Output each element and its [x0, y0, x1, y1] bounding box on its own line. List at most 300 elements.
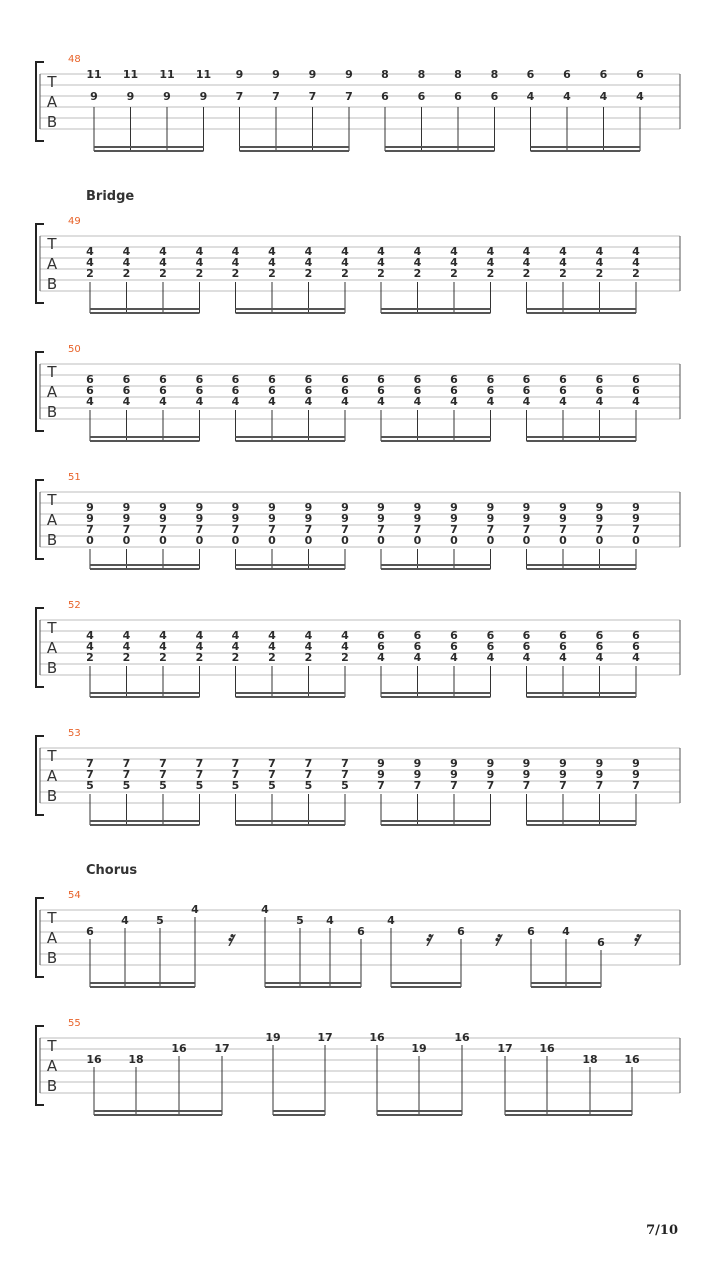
sixteenth-rest-icon: 𝄿: [424, 926, 432, 950]
fret-number: 7: [304, 768, 313, 781]
fret-number: 7: [486, 779, 495, 792]
fret-number: 7: [268, 757, 276, 770]
fret-number: 4: [563, 90, 571, 103]
section-title: Bridge: [86, 189, 135, 204]
tab-clef-letter: T: [47, 909, 57, 927]
fret-number: 6: [122, 373, 131, 386]
fret-number: 2: [486, 267, 495, 280]
fret-number: 4: [486, 651, 495, 664]
fret-number: 6: [122, 384, 131, 397]
fret-number: 4: [632, 395, 640, 408]
fret-number: 6: [632, 629, 640, 642]
fret-number: 9: [450, 768, 458, 781]
tab-system-49: [36, 189, 680, 313]
fret-number: 6: [522, 629, 531, 642]
fret-number: 0: [486, 534, 495, 547]
tab-clef-letter: A: [46, 255, 58, 273]
fret-number: 7: [304, 523, 313, 536]
tab-systems: [36, 54, 680, 1115]
fret-number: 9: [199, 90, 208, 103]
fret-number: 2: [413, 267, 422, 280]
fret-number: 7: [86, 768, 94, 781]
fret-number: 6: [268, 373, 276, 386]
fret-number: 2: [522, 267, 531, 280]
fret-number: 6: [595, 384, 604, 397]
fret-number: 0: [159, 534, 167, 547]
fret-number: 4: [486, 245, 495, 258]
fret-number: 4: [595, 651, 604, 664]
fret-number: 9: [231, 512, 240, 525]
fret-number: 7: [450, 523, 458, 536]
fret-number: 6: [304, 384, 313, 397]
fret-number: 7: [86, 757, 94, 770]
fret-number: 2: [268, 267, 276, 280]
fret-number: 2: [159, 651, 167, 664]
tab-system-53: [36, 728, 680, 825]
fret-number: 5: [304, 779, 313, 792]
tab-clef-letter: B: [46, 403, 58, 421]
fret-number: 6: [595, 373, 604, 386]
fret-number: 7: [522, 779, 531, 792]
fret-number: 4: [486, 395, 495, 408]
tab-clef-letter: A: [46, 1057, 58, 1075]
fret-number: 9: [377, 512, 385, 525]
fret-number: 9: [345, 68, 353, 81]
fret-number: 4: [632, 245, 640, 258]
fret-number: 5: [195, 779, 204, 792]
fret-number: 6: [595, 640, 604, 653]
fret-number: 9: [235, 68, 244, 81]
fret-number: 7: [413, 779, 422, 792]
fret-number: 6: [304, 373, 313, 386]
fret-number: 9: [559, 512, 567, 525]
measure-number: 49: [68, 216, 81, 227]
fret-number: 7: [231, 768, 240, 781]
fret-number: 4: [268, 629, 276, 642]
fret-number: 9: [522, 768, 531, 781]
fret-number: 16: [624, 1053, 640, 1066]
fret-number: 0: [304, 534, 313, 547]
fret-number: 4: [632, 651, 640, 664]
fret-number: 0: [377, 534, 385, 547]
fret-number: 6: [486, 373, 495, 386]
fret-number: 9: [413, 501, 422, 514]
fret-number: 4: [195, 629, 204, 642]
fret-number: 4: [122, 629, 131, 642]
fret-number: 18: [128, 1053, 144, 1066]
fret-number: 6: [377, 373, 385, 386]
fret-number: 2: [86, 267, 94, 280]
fret-number: 9: [377, 768, 385, 781]
fret-number: 4: [195, 256, 204, 269]
fret-number: 4: [341, 245, 349, 258]
fret-number: 9: [377, 501, 385, 514]
fret-number: 7: [231, 757, 240, 770]
fret-number: 0: [632, 534, 640, 547]
fret-number: 6: [450, 384, 458, 397]
fret-number: 8: [381, 68, 389, 81]
fret-number: 4: [377, 395, 385, 408]
fret-number: 4: [231, 395, 240, 408]
fret-number: 2: [231, 267, 240, 280]
fret-number: 4: [522, 245, 531, 258]
fret-number: 9: [86, 501, 94, 514]
fret-number: 6: [450, 373, 458, 386]
fret-number: 6: [413, 373, 422, 386]
fret-number: 6: [413, 384, 422, 397]
fret-number: 7: [122, 523, 131, 536]
fret-number: 9: [559, 757, 567, 770]
fret-number: 9: [559, 768, 567, 781]
fret-number: 8: [454, 68, 462, 81]
fret-number: 9: [126, 90, 135, 103]
fret-number: 4: [522, 256, 531, 269]
fret-number: 4: [341, 629, 349, 642]
fret-number: 6: [559, 373, 567, 386]
fret-number: 0: [413, 534, 422, 547]
sixteenth-rest-icon: 𝄿: [632, 926, 640, 950]
fret-number: 6: [377, 384, 385, 397]
tab-system-55: [36, 1018, 680, 1115]
fret-number: 0: [341, 534, 349, 547]
measure-number: 51: [68, 472, 81, 483]
tab-system-48: [36, 54, 680, 151]
fret-number: 4: [632, 256, 640, 269]
fret-number: 4: [304, 629, 313, 642]
fret-number: 4: [159, 395, 167, 408]
fret-number: 0: [450, 534, 458, 547]
fret-number: 7: [268, 768, 276, 781]
fret-number: 7: [559, 523, 567, 536]
fret-number: 9: [632, 501, 640, 514]
fret-number: 6: [268, 384, 276, 397]
fret-number: 6: [490, 90, 499, 103]
measure-number: 53: [68, 728, 81, 739]
fret-number: 6: [377, 629, 385, 642]
fret-number: 4: [268, 256, 276, 269]
fret-number: 2: [632, 267, 640, 280]
fret-number: 4: [341, 640, 349, 653]
fret-number: 4: [304, 395, 313, 408]
fret-number: 4: [559, 256, 567, 269]
fret-number: 4: [195, 640, 204, 653]
fret-number: 7: [159, 757, 167, 770]
fret-number: 9: [413, 768, 422, 781]
tab-clef-letter: B: [46, 113, 58, 131]
fret-number: 9: [163, 90, 171, 103]
fret-number: 6: [341, 384, 349, 397]
fret-number: 4: [231, 245, 240, 258]
fret-number: 4: [326, 914, 334, 927]
fret-number: 4: [261, 903, 269, 916]
fret-number: 5: [122, 779, 131, 792]
fret-number: 2: [559, 267, 567, 280]
fret-number: 4: [413, 395, 422, 408]
fret-number: 11: [195, 68, 212, 81]
measure-number: 48: [68, 54, 81, 65]
fret-number: 6: [559, 629, 567, 642]
fret-number: 6: [636, 68, 644, 81]
fret-number: 16: [86, 1053, 102, 1066]
fret-number: 9: [304, 501, 313, 514]
fret-number: 7: [450, 779, 458, 792]
fret-number: 9: [522, 501, 531, 514]
fret-number: 9: [450, 501, 458, 514]
fret-number: 17: [497, 1042, 513, 1055]
fret-number: 9: [341, 501, 349, 514]
fret-number: 7: [235, 90, 244, 103]
fret-number: 6: [522, 384, 531, 397]
fret-number: 6: [522, 640, 531, 653]
fret-number: 7: [159, 523, 167, 536]
fret-number: 7: [413, 523, 422, 536]
fret-number: 4: [559, 245, 567, 258]
fret-number: 16: [454, 1031, 470, 1044]
fret-number: 4: [304, 640, 313, 653]
fret-number: 19: [411, 1042, 427, 1055]
fret-number: 4: [231, 640, 240, 653]
fret-number: 4: [413, 245, 422, 258]
fret-number: 4: [377, 256, 385, 269]
tab-clef-letter: B: [46, 949, 58, 967]
fret-number: 11: [122, 68, 139, 81]
fret-number: 9: [522, 512, 531, 525]
fret-number: 0: [595, 534, 604, 547]
tab-clef-letter: B: [46, 659, 58, 677]
fret-number: 6: [486, 384, 495, 397]
fret-number: 9: [377, 757, 385, 770]
fret-number: 0: [268, 534, 276, 547]
fret-number: 5: [231, 779, 240, 792]
fret-number: 9: [632, 768, 640, 781]
fret-number: 6: [341, 373, 349, 386]
fret-number: 4: [559, 395, 567, 408]
fret-number: 2: [304, 267, 313, 280]
fret-number: 6: [357, 925, 365, 938]
fret-number: 9: [90, 90, 98, 103]
fret-number: 18: [582, 1053, 598, 1066]
fret-number: 4: [122, 256, 131, 269]
fret-number: 4: [268, 245, 276, 258]
fret-number: 4: [121, 914, 129, 927]
fret-number: 8: [417, 68, 426, 81]
fret-number: 9: [122, 512, 131, 525]
fret-number: 4: [526, 90, 535, 103]
fret-number: 6: [381, 90, 389, 103]
fret-number: 2: [341, 267, 349, 280]
fret-number: 4: [159, 640, 167, 653]
tab-system-51: [36, 472, 680, 569]
fret-number: 2: [86, 651, 94, 664]
fret-number: 7: [595, 523, 604, 536]
fret-number: 7: [268, 523, 276, 536]
fret-number: 4: [522, 395, 531, 408]
fret-number: 9: [122, 501, 131, 514]
fret-number: 16: [171, 1042, 187, 1055]
fret-number: 7: [377, 523, 385, 536]
fret-number: 9: [595, 757, 604, 770]
fret-number: 0: [559, 534, 567, 547]
fret-number: 6: [450, 629, 458, 642]
fret-number: 6: [527, 925, 535, 938]
fret-number: 4: [341, 395, 349, 408]
fret-number: 7: [122, 757, 131, 770]
fret-number: 9: [341, 512, 349, 525]
fret-number: 9: [272, 68, 280, 81]
fret-number: 2: [195, 651, 204, 664]
fret-number: 6: [86, 384, 94, 397]
fret-number: 9: [268, 512, 276, 525]
fret-number: 0: [522, 534, 531, 547]
measure-number: 50: [68, 344, 81, 355]
fret-number: 4: [450, 395, 458, 408]
fret-number: 4: [413, 651, 422, 664]
fret-number: 6: [632, 384, 640, 397]
fret-number: 4: [231, 256, 240, 269]
fret-number: 6: [417, 90, 426, 103]
measure-number: 55: [68, 1018, 81, 1029]
fret-number: 9: [308, 68, 317, 81]
fret-number: 4: [122, 640, 131, 653]
fret-number: 7: [345, 90, 353, 103]
tab-clef-letter: A: [46, 639, 58, 657]
fret-number: 7: [559, 779, 567, 792]
fret-number: 4: [450, 256, 458, 269]
fret-number: 7: [272, 90, 280, 103]
fret-number: 11: [86, 68, 102, 81]
fret-number: 5: [156, 914, 164, 927]
tab-clef-letter: T: [47, 1037, 57, 1055]
fret-number: 7: [486, 523, 495, 536]
fret-number: 7: [341, 757, 349, 770]
fret-number: 6: [159, 384, 167, 397]
fret-number: 6: [195, 384, 204, 397]
fret-number: 9: [450, 512, 458, 525]
fret-number: 6: [597, 936, 605, 949]
fret-number: 5: [159, 779, 167, 792]
fret-number: 4: [341, 256, 349, 269]
page-number: 7/10: [646, 1223, 678, 1238]
fret-number: 7: [159, 768, 167, 781]
fret-number: 7: [632, 523, 640, 536]
fret-number: 4: [413, 256, 422, 269]
fret-number: 4: [86, 640, 94, 653]
fret-number: 0: [195, 534, 204, 547]
fret-number: 6: [231, 373, 240, 386]
measure-number: 54: [68, 890, 81, 901]
fret-number: 9: [413, 512, 422, 525]
fret-number: 7: [195, 768, 204, 781]
fret-number: 6: [632, 373, 640, 386]
measure-number: 52: [68, 600, 81, 611]
fret-number: 9: [632, 757, 640, 770]
fret-number: 4: [595, 395, 604, 408]
fret-number: 7: [595, 779, 604, 792]
fret-number: 6: [632, 640, 640, 653]
fret-number: 4: [195, 395, 204, 408]
fret-number: 4: [86, 256, 94, 269]
fret-number: 6: [454, 90, 462, 103]
fret-number: 17: [317, 1031, 333, 1044]
section-title: Chorus: [86, 863, 138, 878]
fret-number: 9: [595, 512, 604, 525]
fret-number: 6: [457, 925, 465, 938]
fret-number: 4: [522, 651, 531, 664]
tab-clef-letter: T: [47, 491, 57, 509]
fret-number: 6: [522, 373, 531, 386]
fret-number: 11: [159, 68, 175, 81]
fret-number: 7: [632, 779, 640, 792]
fret-number: 4: [268, 395, 276, 408]
fret-number: 16: [369, 1031, 385, 1044]
fret-number: 4: [122, 245, 131, 258]
tab-clef-letter: B: [46, 787, 58, 805]
fret-number: 6: [526, 68, 535, 81]
tab-clef-letter: T: [47, 235, 57, 253]
fret-number: 4: [377, 651, 385, 664]
fret-number: 4: [304, 256, 313, 269]
fret-number: 7: [304, 757, 313, 770]
fret-number: 4: [387, 914, 395, 927]
fret-number: 4: [86, 245, 94, 258]
fret-number: 9: [231, 501, 240, 514]
fret-number: 9: [413, 757, 422, 770]
fret-number: 0: [86, 534, 94, 547]
fret-number: 4: [159, 256, 167, 269]
fret-number: 4: [268, 640, 276, 653]
fret-number: 0: [122, 534, 131, 547]
fret-number: 9: [268, 501, 276, 514]
fret-number: 5: [341, 779, 349, 792]
fret-number: 17: [214, 1042, 230, 1055]
fret-number: 6: [486, 629, 495, 642]
fret-number: 4: [195, 245, 204, 258]
fret-number: 7: [308, 90, 317, 103]
fret-number: 6: [599, 68, 608, 81]
tab-clef-letter: B: [46, 1077, 58, 1095]
fret-number: 2: [231, 651, 240, 664]
fret-number: 4: [122, 395, 131, 408]
tab-clef-letter: T: [47, 73, 57, 91]
fret-number: 8: [490, 68, 499, 81]
tab-clef-letter: T: [47, 363, 57, 381]
fret-number: 19: [265, 1031, 281, 1044]
fret-number: 7: [86, 523, 94, 536]
tab-clef-letter: A: [46, 929, 58, 947]
fret-number: 4: [636, 90, 644, 103]
sixteenth-rest-icon: 𝄿: [226, 926, 234, 950]
tab-clef-letter: B: [46, 275, 58, 293]
fret-number: 6: [231, 384, 240, 397]
fret-number: 2: [595, 267, 604, 280]
fret-number: 6: [159, 373, 167, 386]
fret-number: 9: [304, 512, 313, 525]
fret-number: 4: [599, 90, 608, 103]
fret-number: 2: [450, 267, 458, 280]
fret-number: 5: [86, 779, 94, 792]
fret-number: 4: [159, 629, 167, 642]
fret-number: 9: [486, 512, 495, 525]
fret-number: 7: [195, 757, 204, 770]
fret-number: 9: [595, 501, 604, 514]
fret-number: 2: [122, 267, 131, 280]
tab-system-50: [36, 344, 680, 441]
fret-number: 6: [86, 373, 94, 386]
fret-number: 7: [341, 768, 349, 781]
fret-number: 2: [159, 267, 167, 280]
fret-number: 9: [486, 768, 495, 781]
fret-number: 9: [522, 757, 531, 770]
